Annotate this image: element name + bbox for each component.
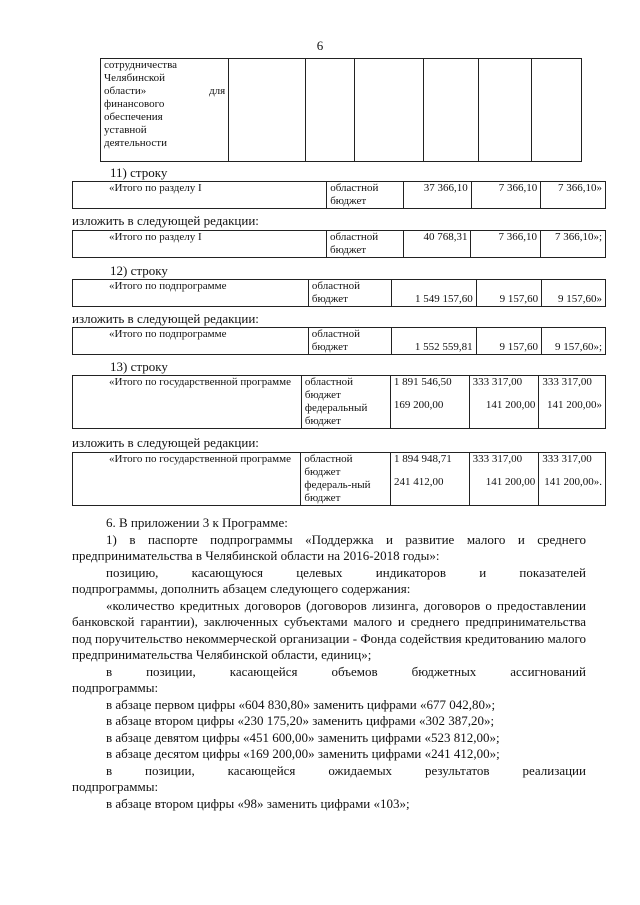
replace-label: изложить в следующей редакции:	[72, 311, 259, 326]
table-11-old: «Итого по разделу I областной бюджет 37 366,10 7 366,10 7 366,10»	[72, 181, 606, 209]
top-table-cell: сотрудничества Челябинской области» для финансового обеспечения уставной деятельности	[101, 59, 229, 162]
paragraph: 1) в паспорте подпрограммы «Поддержка и развитие малого и среднего предпринимательства в Челябинской области на 2016-2018 годы»:	[72, 531, 586, 563]
table-11-new: «Итого по разделу I областной бюджет 40 768,31 7 366,10 7 366,10»;	[72, 230, 606, 258]
paragraph: в абзаце десятом цифры «169 200,00» заменить цифрами «241 412,00»;	[106, 746, 500, 761]
page-number: 6	[316, 38, 324, 53]
paragraph: «количество кредитных договоров (договоров лизинга, договоров о предоставлении банковской гарантии), заключенных субъектами малого и среднего предпринимательства под поручительство некоммерческой организации - Фонда содействия кредитованию малого предпринимательства Челябинской области, единиц»;	[72, 597, 586, 662]
paragraph: в абзаце первом цифры «604 830,80» заменить цифрами «677 042,80»;	[106, 696, 496, 712]
table-12-old: «Итого по подпрограмме областной бюджет 1 549 157,60 9 157,60 9 157,60»	[72, 279, 606, 307]
paragraph: в абзаце втором цифры «98» заменить цифрами «103»;	[106, 795, 410, 811]
table-12-new: «Итого по подпрограмме областной бюджет 1 552 559,81 9 157,60 9 157,60»;	[72, 327, 606, 355]
paragraph: в абзаце девятом цифры «451 600,00» заменить цифрами «523 812,00»;	[106, 729, 500, 745]
paragraph: в абзаце втором цифры «230 175,20» заменить цифрами «302 387,20»;	[106, 713, 495, 728]
replace-label: изложить в следующей редакции:	[72, 213, 259, 228]
paragraph: в позиции, касающейся ожидаемых результатов реализации подпрограммы:	[72, 762, 586, 794]
paragraph: 6. В приложении 3 к Программе:	[106, 515, 288, 530]
paragraph: позицию, касающуюся целевых индикаторов и показателей подпрограммы, дополнить абзацем следующего содержания:	[72, 564, 586, 596]
paragraph: в позиции, касающейся объемов бюджетных ассигнований подпрограммы:	[72, 663, 586, 695]
item-11-label: 11) строку	[110, 165, 168, 180]
top-table	[100, 58, 582, 162]
table-13-new: «Итого по государственной программе областной бюджет федераль-ный бюджет 1 894 948,71 241 412,00 333 317,00 141 200,00 333 317,00 141 200,00».	[72, 452, 606, 506]
table-13-old: «Итого по государственной программе областной бюджет федеральный бюджет 1 891 546,50 169 200,00 333 317,00 141 200,00 333 317,00 141 200,00»	[72, 375, 606, 429]
body-text	[72, 515, 586, 812]
item-12-label: 12) строку	[110, 263, 168, 278]
replace-label: изложить в следующей редакции:	[72, 435, 259, 450]
item-13-label: 13) строку	[110, 359, 168, 374]
